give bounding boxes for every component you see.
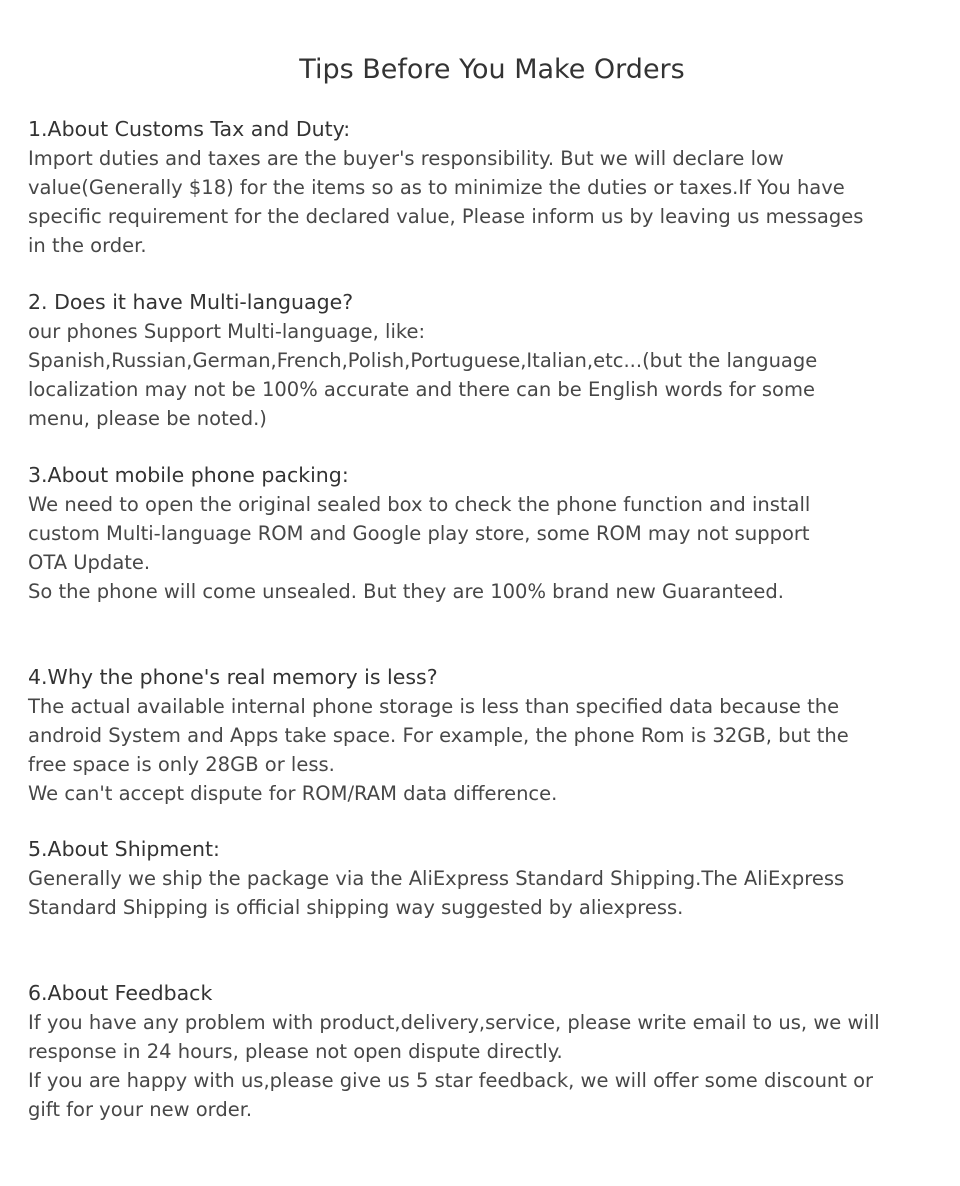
section-heading: 5.About Shipment: bbox=[28, 837, 220, 861]
section-customs-tax bbox=[28, 115, 940, 260]
section-text-line: android System and Apps take space. For example, the phone Rom is 32GB, but the bbox=[28, 724, 849, 747]
section-text-line: response in 24 hours, please not open dispute directly. bbox=[28, 1040, 563, 1063]
section-text-line: Import duties and taxes are the buyer's responsibility. But we will declare low bbox=[28, 147, 784, 170]
section-text-line: in the order. bbox=[28, 234, 147, 257]
section-text-line: specific requirement for the declared value, Please inform us by leaving us messages bbox=[28, 205, 864, 228]
section-text-line: Generally we ship the package via the AliExpress Standard Shipping.The AliExpress bbox=[28, 867, 845, 890]
section-text-line: our phones Support Multi-language, like: bbox=[28, 320, 426, 343]
section-heading: 1.About Customs Tax and Duty: bbox=[28, 117, 351, 141]
section-feedback bbox=[28, 979, 940, 1124]
section-phone-packing bbox=[28, 461, 940, 606]
section-text-line: Spanish,Russian,German,French,Polish,Portuguese,Italian,etc...(but the language bbox=[28, 349, 818, 372]
section-text-line: OTA Update. bbox=[28, 551, 151, 574]
section-text-line: menu, please be noted.) bbox=[28, 407, 267, 430]
page-title: Tips Before You Make Orders bbox=[299, 54, 685, 85]
section-text-line: Standard Shipping is official shipping way suggested by aliexpress. bbox=[28, 896, 684, 919]
section-text-line: If you are happy with us,please give us 5 star feedback, we will offer some discount or bbox=[28, 1069, 874, 1092]
section-heading: 4.Why the phone's real memory is less? bbox=[28, 665, 438, 689]
section-shipment bbox=[28, 835, 940, 922]
section-phone-memory bbox=[28, 663, 940, 808]
section-heading: 6.About Feedback bbox=[28, 981, 213, 1005]
section-text-line: We can't accept dispute for ROM/RAM data difference. bbox=[28, 782, 558, 805]
section-multi-language bbox=[28, 288, 940, 433]
section-text-line: value(Generally $18) for the items so as to minimize the duties or taxes.If You have bbox=[28, 176, 845, 199]
section-text-line: localization may not be 100% accurate and there can be English words for some bbox=[28, 378, 815, 401]
section-text-line: free space is only 28GB or less. bbox=[28, 753, 335, 776]
section-text-line: The actual available internal phone storage is less than specified data because the bbox=[28, 695, 840, 718]
section-text-line: gift for your new order. bbox=[28, 1098, 253, 1121]
section-text-line: We need to open the original sealed box to check the phone function and install bbox=[28, 493, 811, 516]
section-text-line: So the phone will come unsealed. But they are 100% brand new Guaranteed. bbox=[28, 580, 784, 603]
section-text-line: If you have any problem with product,delivery,service, please write email to us, we will bbox=[28, 1011, 880, 1034]
section-text-line: custom Multi-language ROM and Google play store, some ROM may not support bbox=[28, 522, 810, 545]
section-heading: 2. Does it have Multi-language? bbox=[28, 290, 354, 314]
section-heading: 3.About mobile phone packing: bbox=[28, 463, 349, 487]
